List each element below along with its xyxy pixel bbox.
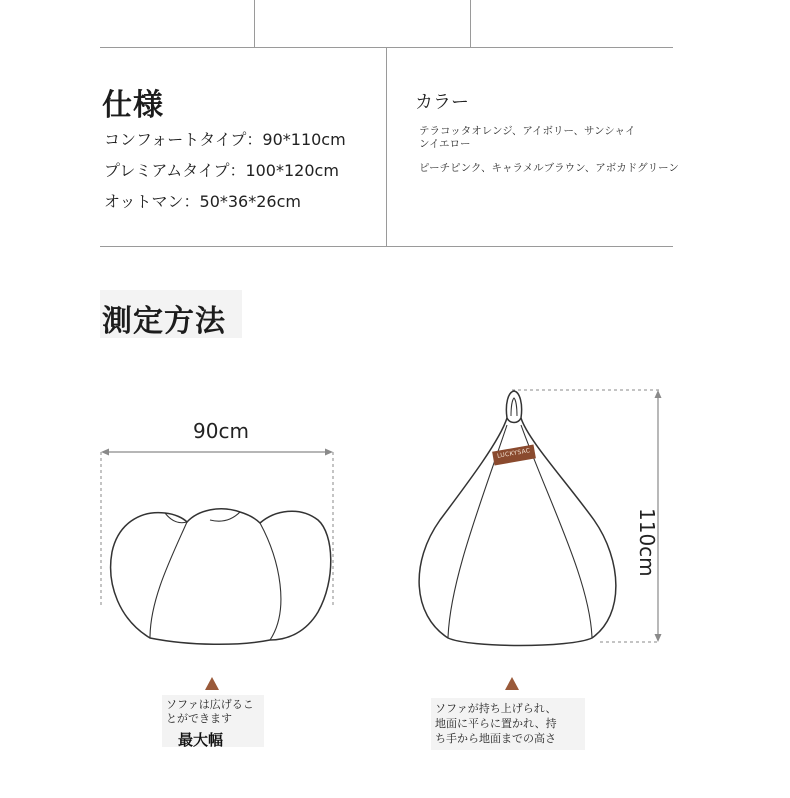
- sofa-top-view: [111, 509, 331, 644]
- caption-right-line-2: 地面に平らに置かれ、持: [435, 717, 557, 730]
- caption-left-bold: 最大幅: [178, 731, 224, 749]
- color-line-1-cont: ンイエロー: [419, 138, 471, 150]
- caption-left-line-1: ソファは広げるこ: [166, 698, 254, 711]
- measure-title: 測定方法: [102, 304, 226, 339]
- caption-right-line-3: ち手から地面までの高さ: [435, 732, 556, 745]
- caption-left-line-2: とができます: [166, 712, 232, 725]
- color-line-2: ピーチピンク、キャラメルブラウン、アボカドグリーン: [419, 162, 679, 174]
- brand-tag-text: LUCKYSAC: [496, 447, 531, 460]
- caption-right-line-1: ソファが持ち上げられ、: [435, 702, 557, 715]
- spec-line-premium: プレミアムタイプ：100*120cm: [104, 161, 339, 180]
- caption-marker-left: [205, 677, 219, 690]
- spec-line-comfort: コンフォートタイプ：90*110cm: [104, 130, 346, 149]
- spec-title: 仕様: [102, 88, 164, 123]
- height-label: 110cm: [635, 508, 659, 577]
- width-label: 90cm: [193, 419, 249, 443]
- spec-line-ottoman: オットマン：50*36*26cm: [104, 192, 301, 211]
- caption-marker-right: [505, 677, 519, 690]
- color-line-1: テラコッタオレンジ、アイボリー、サンシャイ: [419, 125, 636, 137]
- width-dimension: [101, 449, 333, 607]
- color-title: カラー: [415, 92, 469, 113]
- sofa-side-view: [419, 391, 616, 646]
